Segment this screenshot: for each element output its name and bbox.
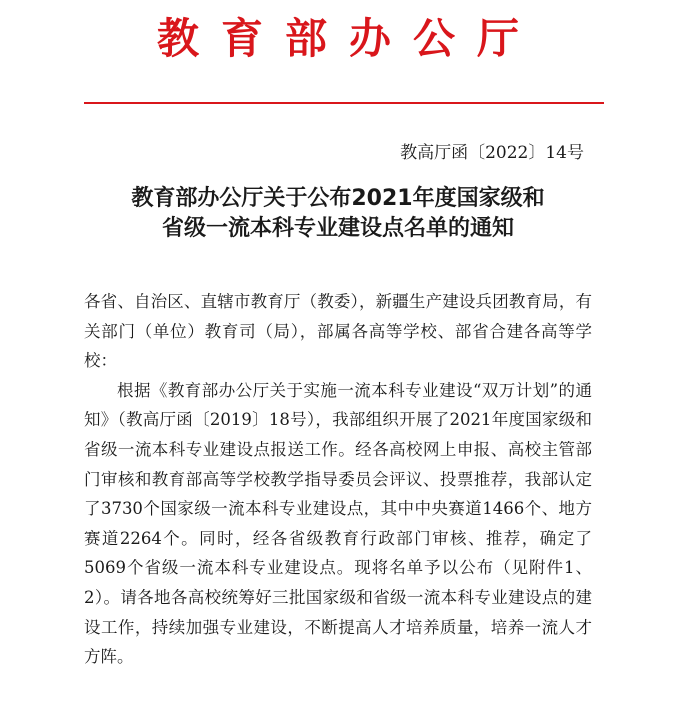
document-number: 教高厅函〔2022〕14号	[400, 143, 584, 163]
document-title	[0, 184, 676, 244]
body-paragraph: 根据《教育部办公厅关于实施一流本科专业建设“双万计划”的通知》（教高厅函〔2019〕18号），我部组织开展了2021年度国家级和省级一流本科专业建设点报送工作。经各高校网上申报、高校主管部门审核和教育部高等学校教学指导委员会评议、投票推荐，我部认定了3730个国家级一流本科专业建设点，其中中央赛道1466个、地方赛道2264个。同时，经各省级教育行政部门审核、推荐，确定了5069个省级一流本科专业建设点。现将名单予以公布（见附件1、2）。请各地各高校统筹好三批国家级和省级一流本科专业建设点的建设工作，持续加强专业建设，不断提高人才培养质量，培养一流人才方阵。	[84, 380, 592, 667]
red-rule-divider	[84, 102, 604, 104]
salutation: 各省、自治区、直辖市教育厅（教委），新疆生产建设兵团教育局，有关部门（单位）教育司（局），部属各高等学校、部省合建各高等学校：	[84, 292, 592, 371]
title-line-2: 省级一流本科专业建设点名单的通知	[161, 216, 514, 241]
issuer-masthead: 教育部办公厅	[156, 14, 541, 63]
title-line-1: 教育部办公厅关于公布2021年度国家级和	[131, 186, 545, 211]
document-body	[84, 287, 592, 672]
